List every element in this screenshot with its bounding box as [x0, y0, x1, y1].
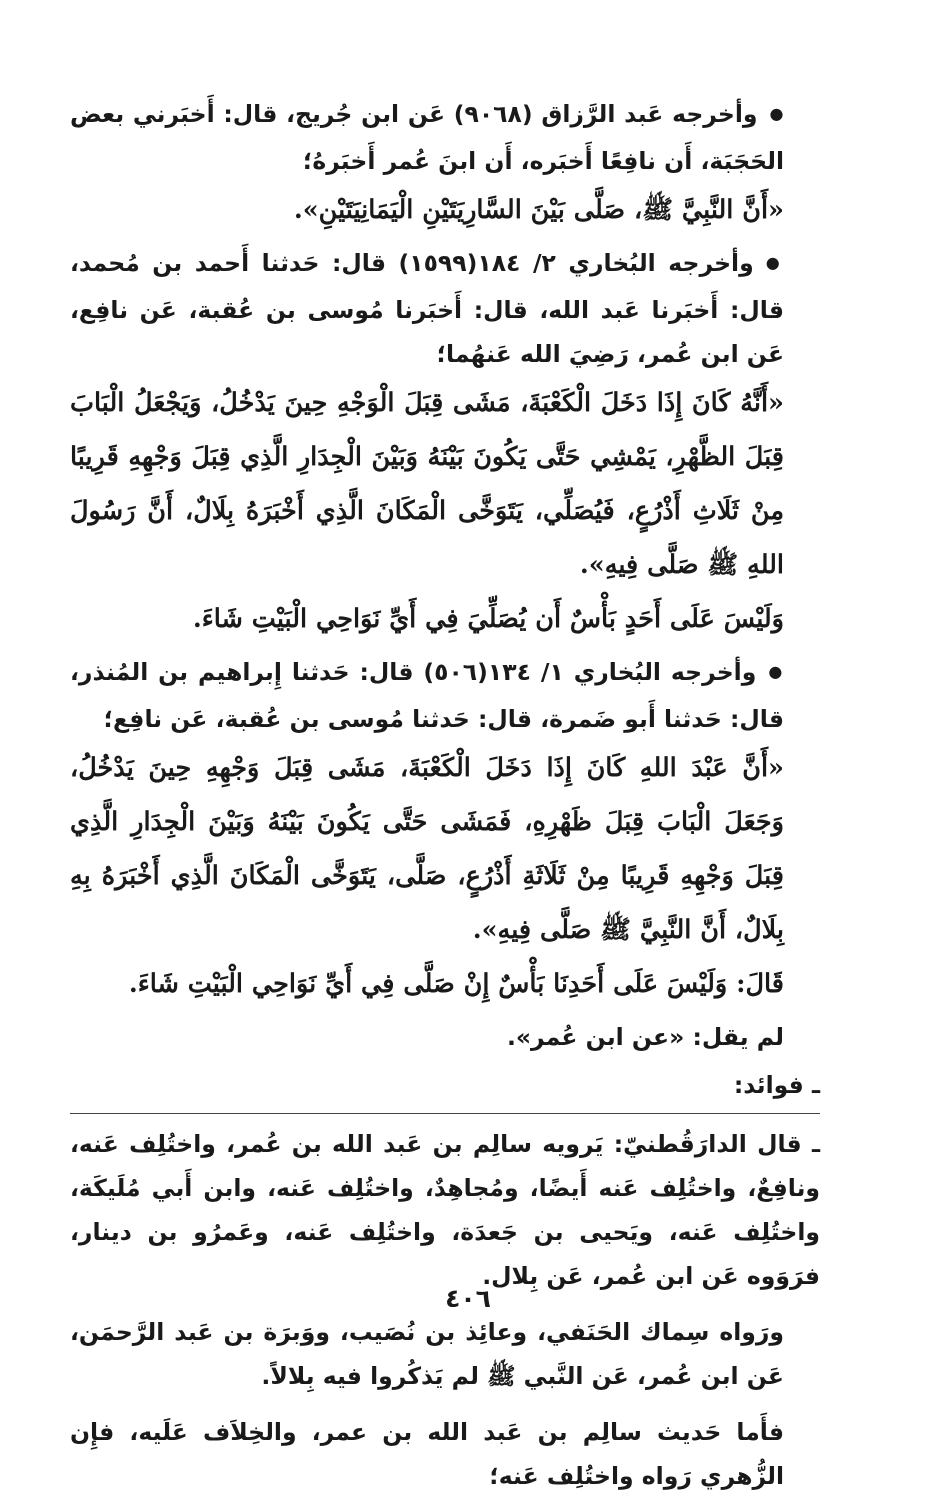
page-content — [70, 92, 820, 1490]
narration-remark: لم يقل: «عن ابن عُمر». — [506, 1023, 784, 1051]
page-number: ٤٠٦ — [445, 1284, 491, 1313]
narration-bukhari-1599: ● وأخرجه البُخاري ٢/ ١٨٤(١٥٩٩) قال: حَدثنا أَحمد بن مُحمد، قال: أَخبَرنا عَبد الله، قال: أَخبَرنا مُوسى بن عُقبة، عَن نافِع، عَن ابن عُمر، رَضِيَ الله عَنهُما؛ — [70, 241, 820, 376]
narration-abdulrazzaq: ● وأخرجه عَبد الرَّزاق (٩٠٦٨) عَن ابن جُريج، قال: أَخبَرني بعض الحَجَبَة، أَن نافِعًا أَخبَره، أَن ابنَ عُمر أَخبَرهُ؛ — [70, 92, 820, 183]
hadith-note-1: وَلَيْسَ عَلَى أَحَدٍ بَأْسٌ أَن يُصَلِّيَ فِي أَيِّ نَوَاحِي الْبَيْتِ شَاءَ. — [192, 604, 784, 634]
salim-hadith-note: فأَما حَديث سالِم بن عَبد الله بن عمر، والخِلاَف عَلَيه، فإِن الزُّهري رَواه واختُلِف عَنه؛ — [70, 1418, 784, 1490]
section-divider — [70, 1113, 820, 1114]
hadith-text-2: «أَنَّهُ كَانَ إِذَا دَخَلَ الْكَعْبَةَ، مَشَى قِبَلَ الْوَجْهِ حِينَ يَدْخُلُ، وَيَجْعَلُ الْبَابَ قِبَلَ الظَّهْرِ، يَمْشِي حَتَّى يَكُونَ بَيْنَهُ وَبَيْنَ الْجِدَارِ الَّذِي قِبَلَ وَجْهِهِ قَرِيبًا مِنْ ثَلَاثِ أَذْرُعٍ، فَيُصَلِّي، يَتَوَخَّى الْمَكَانَ الَّذِي أَخْبَرَهُ بِلَالٌ، أَنَّ رَسُولَ اللهِ ﷺ صَلَّى فِيهِ». — [70, 388, 784, 580]
benefits-heading: ـ فوائد: — [733, 1071, 820, 1099]
simak-narration: ورَواه سِماك الحَنَفي، وعائِذ بن نُصَيب، ووَبرَة بن عَبد الرَّحمَن، عَن ابن عُمر، عَن النَّبي ﷺ لم يَذكُروا فيه بِلالاً. — [70, 1318, 784, 1390]
hadith-note-2: قَالَ: وَلَيْسَ عَلَى أَحَدِنَا بَأْسٌ إِنْ صَلَّى فِي أَيِّ نَوَاحِي الْبَيْتِ شَاءَ. — [128, 969, 784, 999]
narration-bukhari-506: ● وأخرجه البُخاري ١/ ١٣٤(٥٠٦) قال: حَدثنا إِبراهيم بن المُنذر، قال: حَدثنا أَبو ضَمرة، قال: حَدثنا مُوسى بن عُقبة، عَن نافِع؛ — [70, 650, 820, 741]
hadith-text-3: «أَنَّ عَبْدَ اللهِ كَانَ إِذَا دَخَلَ الْكَعْبَةَ، مَشَى قِبَلَ وَجْهِهِ حِينَ يَدْخُلُ، وَجَعَلَ الْبَابَ قِبَلَ ظَهْرِهِ، فَمَشَى حَتَّى يَكُونَ بَيْنَهُ وَبَيْنَ الْجِدَارِ الَّذِي قِبَلَ وَجْهِهِ قَرِيبًا مِنْ ثَلَاثَةِ أَذْرُعٍ، صَلَّى، يَتَوَخَّى الْمَكَانَ الَّذِي أَخْبَرَهُ بِهِ بِلَالٌ، أَنَّ النَّبِيَّ ﷺ صَلَّى فِيهِ». — [70, 753, 784, 945]
daraqutni-quote: ـ قال الدارَقُطنيّ: يَرويه سالِم بن عَبد الله بن عُمر، واختُلِف عَنه، ونافِعٌ، واختُلِف عَنه أَيضًا، ومُجاهِدٌ، واختُلِف عَنه، وابن أَبي مُلَيكَة، واختُلِف عَنه، ويَحيى بن جَعدَة، واختُلِف عَنه، وعَمرُو بن دينار، فرَوَوه عَن ابن عُمر، عَن بِلال. — [70, 1130, 820, 1290]
hadith-text-1: «أَنَّ النَّبِيَّ ﷺ، صَلَّى بَيْنَ السَّارِيَتَيْنِ الْيَمَانِيَتَيْنِ». — [293, 195, 784, 225]
